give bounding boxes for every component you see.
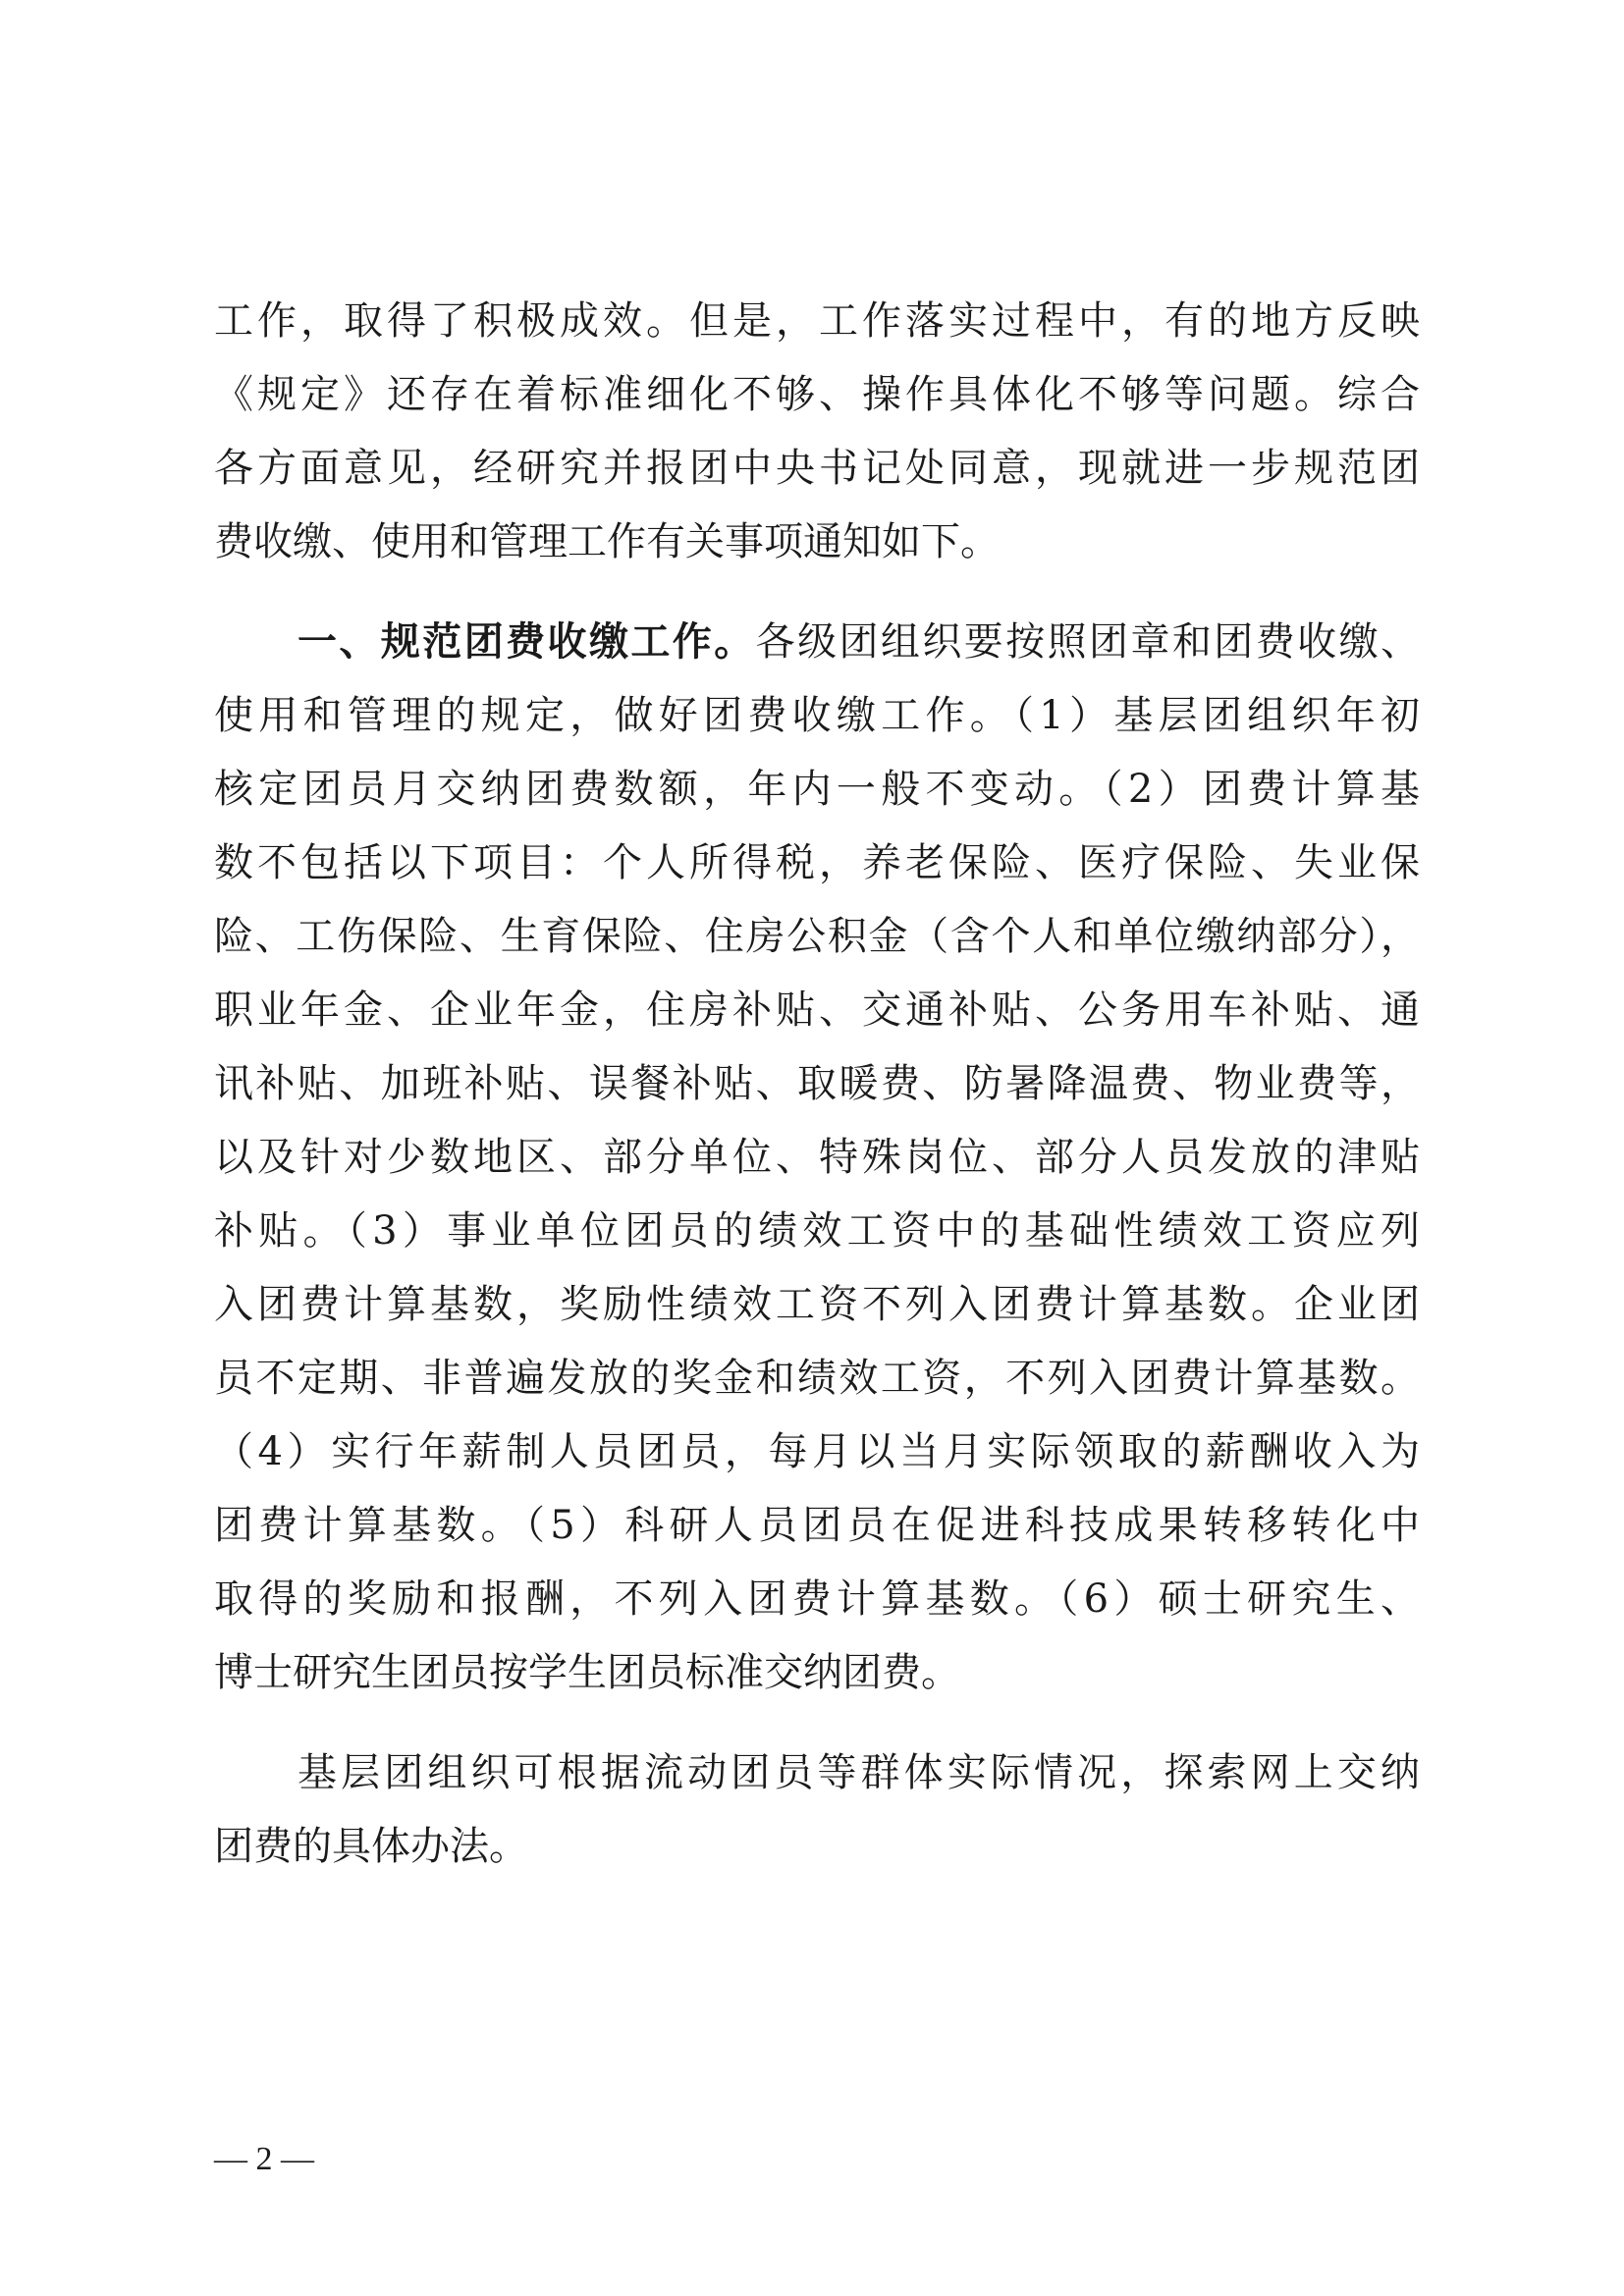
text-line-first — [214, 606, 1420, 679]
paragraph-gap — [214, 1710, 1420, 1736]
text-line: 使用和管理的规定，做好团费收缴工作。（1）基层团组织年初 — [214, 693, 1420, 738]
text-line: 工作，取得了积极成效。但是，工作落实过程中，有的地方反映 — [214, 298, 1420, 344]
text-line: 核定团员月交纳团费数额，年内一般不变动。（2）团费计算基 — [214, 767, 1420, 812]
text-line: 补贴。（3）事业单位团员的绩效工资中的基础性绩效工资应列 — [214, 1208, 1420, 1254]
text-line: 博士研究生团员按学生团员标准交纳团费。 — [214, 1650, 960, 1695]
text-line: 《规定》还存在着标准细化不够、操作具体化不够等问题。综合 — [214, 372, 1420, 417]
section-heading: 一、规范团费收缴工作。 — [298, 619, 756, 665]
text-line: 数不包括以下项目：个人所得税，养老保险、医疗保险、失业保 — [214, 840, 1420, 885]
text-run: 各级团组织要按照团章和团费收缴、 — [755, 619, 1421, 665]
text-line: 团费的具体办法。 — [214, 1824, 528, 1869]
text-line: 险、工伤保险、生育保险、住房公积金（含个人和单位缴纳部分）， — [214, 914, 1420, 959]
text-line: 以及针对少数地区、部分单位、特殊岗位、部分人员发放的津贴 — [214, 1135, 1420, 1180]
page-number: — 2 — — [214, 2141, 314, 2177]
paragraph-gap — [214, 579, 1420, 606]
document-body — [214, 285, 1420, 1884]
text-line: 入团费计算基数，奖励性绩效工资不列入团费计算基数。企业团 — [214, 1282, 1420, 1327]
text-line: 讯补贴、加班补贴、误餐补贴、取暖费、防暑降温费、物业费等， — [214, 1061, 1420, 1106]
text-line: 团费计算基数。（5）科研人员团员在促进科技成果转移转化中 — [214, 1503, 1420, 1548]
text-line: 员不定期、非普遍发放的奖金和绩效工资，不列入团费计算基数。 — [214, 1356, 1420, 1401]
paragraph-2 — [214, 606, 1420, 1710]
paragraph-3 — [214, 1736, 1420, 1884]
text-line: （4）实行年薪制人员团员，每月以当月实际领取的薪酬收入为 — [214, 1429, 1420, 1474]
text-line-first: 基层团组织可根据流动团员等群体实际情况，探索网上交纳 — [298, 1750, 1420, 1795]
text-line: 职业年金、企业年金，住房补贴、交通补贴、公务用车补贴、通 — [214, 988, 1420, 1033]
text-line: 费收缴、使用和管理工作有关事项通知如下。 — [214, 519, 1000, 564]
text-line: 各方面意见，经研究并报团中央书记处同意，现就进一步规范团 — [214, 446, 1420, 491]
paragraph-1 — [214, 285, 1420, 579]
text-line: 取得的奖励和报酬，不列入团费计算基数。（6）硕士研究生、 — [214, 1576, 1420, 1622]
